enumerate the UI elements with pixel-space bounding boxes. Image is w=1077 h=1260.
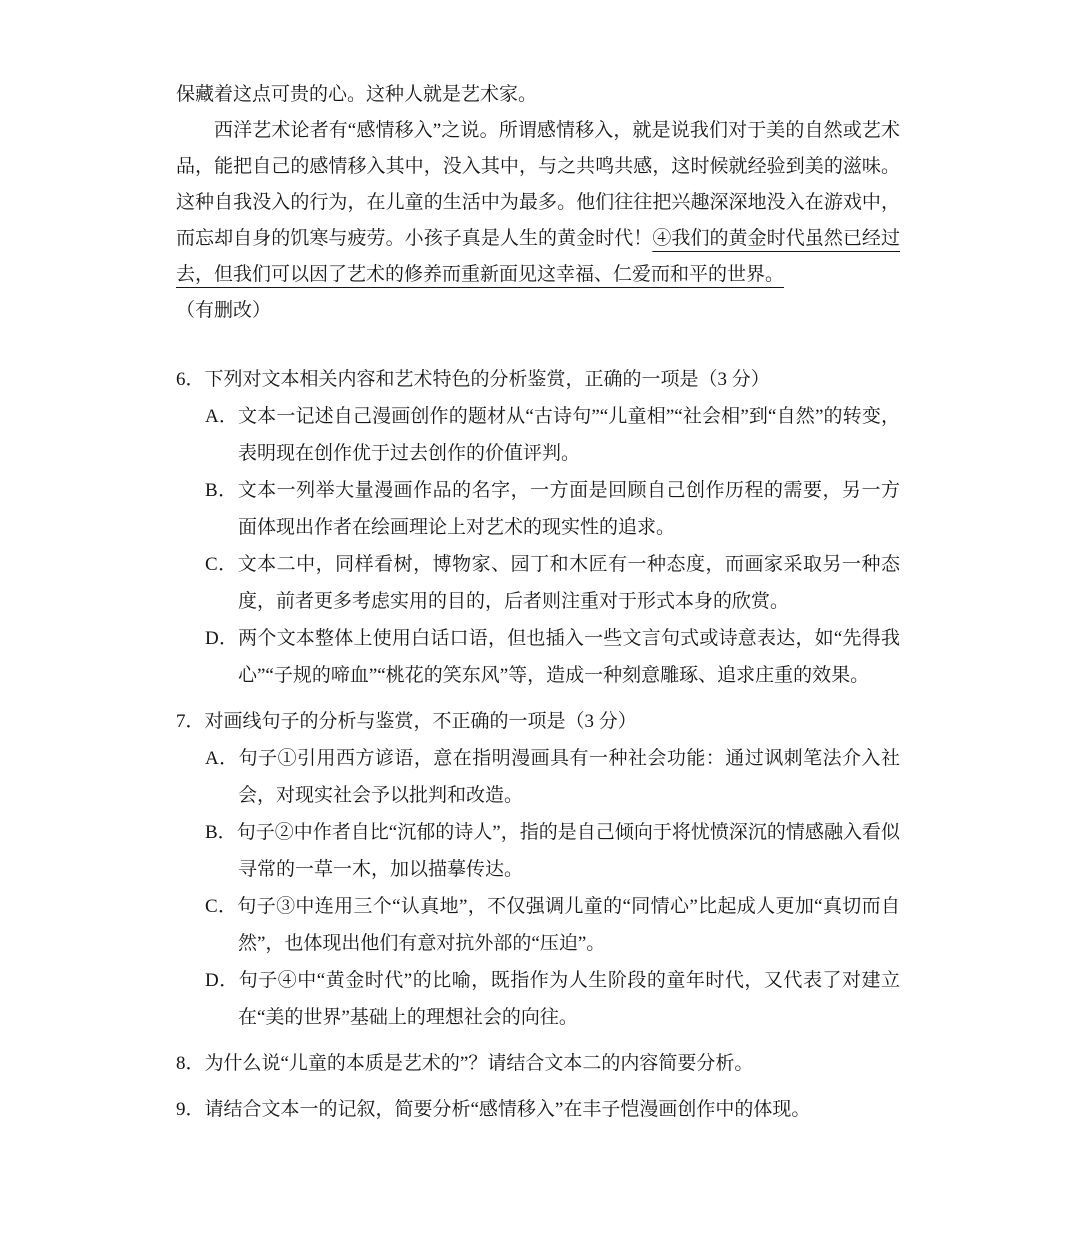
passage-paragraph-1 [176, 77, 900, 113]
passage-text: 保藏着这点可贵的心。这种人就是艺术家。 [176, 84, 538, 105]
option-a-label: A． [205, 406, 239, 427]
question-7-option-b [205, 814, 900, 888]
source-note: （有删改） [176, 300, 272, 321]
reading-passage [176, 77, 900, 329]
option-c-label: C． [205, 554, 238, 575]
passage-text: 西洋艺术论者有“感情移入”之说。所谓感情移入，就是说我们对于美的自然或艺术品，能把自己的感情移入其中，没入其中，与之共鸣共感，这时候就经验到美的滋味。这种自我没入的行为，在儿童的生活中为最多。他们往往把兴趣深深地没入在游戏中，而忘却自身的饥寒与疲劳。小孩子真是人生的黄金时代！ [176, 120, 900, 249]
option-b-label: B． [205, 822, 237, 843]
option-d-text: 两个文本整体上使用白话口语，但也插入一些文言句式或诗意表达，如“先得我心”“子规的啼血”“桃花的笑东风”等，造成一种刻意雕琢、追求庄重的效果。 [238, 628, 900, 686]
question-8 [176, 1045, 900, 1082]
question-9 [176, 1091, 900, 1128]
option-b-text: 句子②中作者自比“沉郁的诗人”，指的是自己倾向于将忧愤深沉的情感融入看似寻常的一草一木，加以描摹传达。 [236, 822, 900, 880]
question-7-option-d [205, 962, 900, 1036]
option-c-text: 文本二中，同样看树，博物家、园丁和木匠有一种态度，而画家采取另一种态度，前者更多考虑实用的目的，后者则注重对于形式本身的欣赏。 [237, 554, 900, 612]
question-8-stem: 8．为什么说“儿童的本质是艺术的”？请结合文本二的内容简要分析。 [176, 1053, 754, 1074]
question-7-option-c [205, 888, 900, 962]
question-6-option-d [205, 620, 900, 694]
option-b-text: 文本一列举大量漫画作品的名字，一方面是回顾自己创作历程的需要，另一方面体现出作者在绘画理论上对艺术的现实性的追求。 [237, 480, 900, 538]
questions-section [176, 361, 900, 1128]
question-6 [176, 361, 900, 694]
question-7 [176, 703, 900, 1036]
option-c-text: 句子③中连用三个“认真地”，不仅强调儿童的“同情心”比起成人更加“真切而自然”，也体现出他们有意对抗外部的“压迫”。 [237, 896, 900, 954]
underlined-sentence-4: ④我们的黄金时代虽然已经过去，但我们可以因了艺术的修养而重新面见这幸福、仁爱而和平的世界。 [176, 228, 900, 285]
passage-paragraph-2 [176, 113, 900, 293]
question-6-option-b [205, 472, 900, 546]
question-9-stem: 9．请结合文本一的记叙，简要分析“感情移入”在丰子恺漫画创作中的体现。 [176, 1099, 811, 1120]
option-d-label: D． [205, 628, 239, 649]
option-d-text: 句子④中“黄金时代”的比喻，既指作为人生阶段的童年时代，又代表了对建立在“美的世界”基础上的理想社会的向往。 [238, 970, 900, 1028]
option-a-text: 文本一记述自己漫画创作的题材从“古诗句”“儿童相”“社会相”到“自然”的转变，表明现在创作优于过去创作的价值评判。 [238, 406, 900, 464]
question-7-stem: 7．对画线句子的分析与鉴赏，不正确的一项是（3 分） [176, 711, 637, 732]
option-d-label: D． [205, 970, 239, 991]
option-b-label: B． [205, 480, 238, 501]
option-a-text: 句子①引用西方谚语，意在指明漫画具有一种社会功能：通过讽刺笔法介入社会，对现实社会予以批判和改造。 [238, 748, 900, 806]
question-6-option-c [205, 546, 900, 620]
option-c-label: C． [205, 896, 238, 917]
question-6-stem: 6．下列对文本相关内容和艺术特色的分析鉴赏，正确的一项是（3 分） [176, 369, 770, 390]
question-7-option-a [205, 740, 900, 814]
question-6-option-a [205, 398, 900, 472]
option-a-label: A． [205, 748, 239, 769]
